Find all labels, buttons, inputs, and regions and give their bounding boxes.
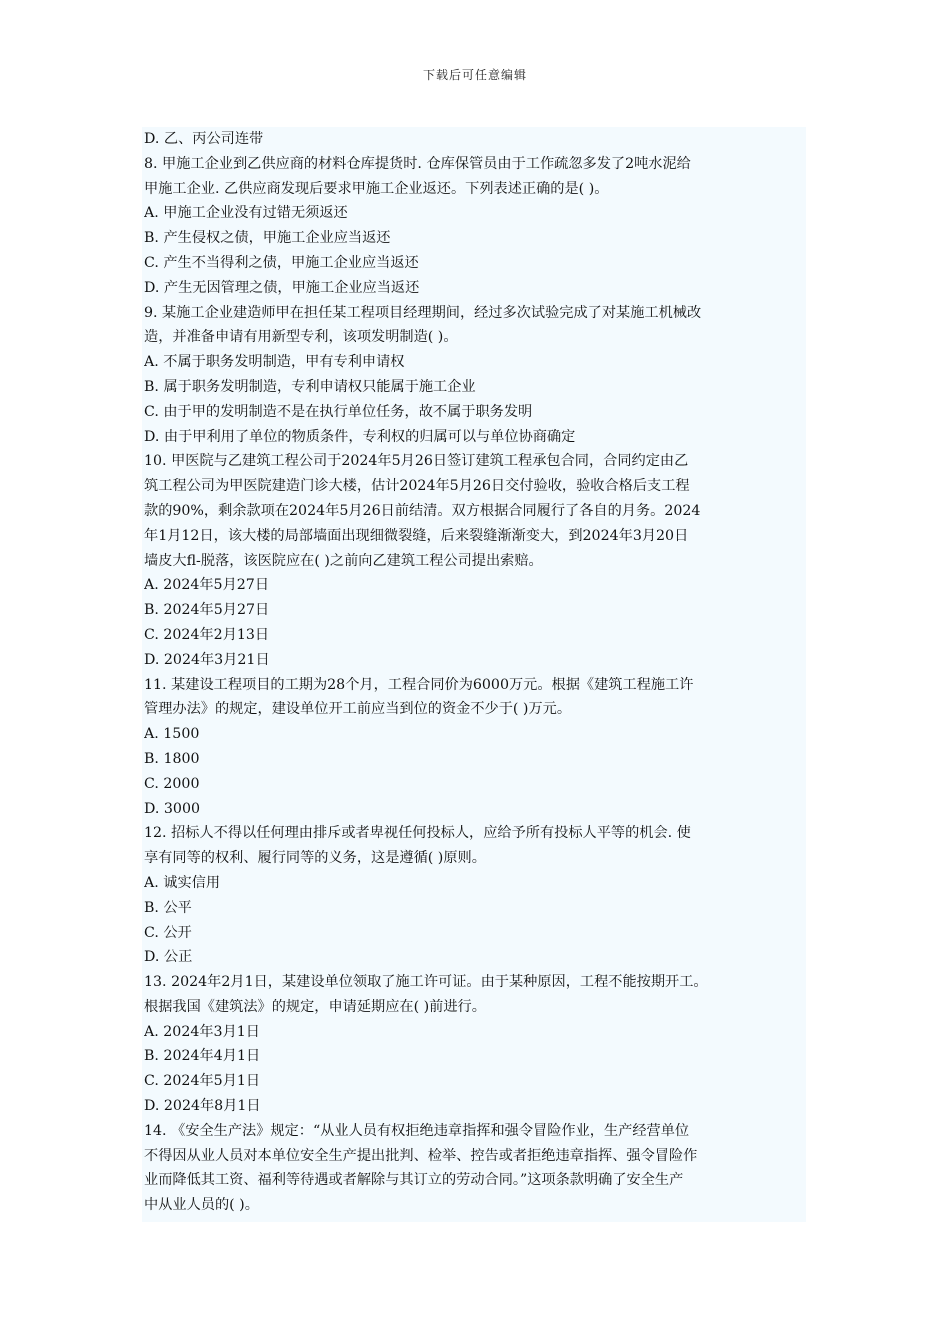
text-line: 根据我国《建筑法》的规定，申请延期应在( )前进行。 — [144, 998, 486, 1015]
text-line: A. 1500 — [144, 726, 200, 743]
page-header: 下载后可任意编辑 — [422, 68, 527, 82]
text-line: D. 乙、丙公司连带 — [144, 131, 264, 147]
text-line: 享有同等的权利、履行同等的义务，这是遵循( )原则。 — [144, 850, 486, 867]
text-line: B. 2024年5月27日 — [144, 602, 270, 619]
text-line: C. 2000 — [144, 775, 200, 792]
text-line: C. 2024年2月13日 — [144, 626, 270, 643]
text-line: 甲施工企业. 乙供应商发现后要求甲施工企业返还。下列表述正确的是( )。 — [144, 180, 609, 197]
text-line: B. 产生侵权之债，甲施工企业应当返还 — [144, 230, 391, 247]
text-line: C. 2024年5月1日 — [144, 1073, 261, 1090]
text-line: D. 3000 — [144, 800, 200, 817]
text-line: D. 2024年3月21日 — [144, 651, 270, 668]
text-line: 墙皮大fl-脱落，该医院应在( )之前向乙建筑工程公司提出索赔。 — [144, 552, 543, 569]
text-line: 业而降低其工资、福利等待遇或者解除与其订立的劳动合同。”这项条款明确了安全生产 — [144, 1172, 684, 1189]
text-line: B. 属于职务发明制造，专利申请权只能属于施工企业 — [144, 378, 476, 395]
text-line: B. 1800 — [144, 750, 200, 767]
text-line: 10. 甲医院与乙建筑工程公司于2024年5月26日签订建筑工程承包合同，合同约定由乙 — [144, 453, 689, 470]
text-line: 筑工程公司为甲医院建造门诊大楼，估计2024年5月26日交付验收，验收合格后支工程 — [144, 478, 690, 495]
text-line: A. 不属于职务发明制造，甲有专利申请权 — [144, 354, 405, 371]
text-line: D. 产生无因管理之债，甲施工企业应当返还 — [144, 279, 420, 296]
text-line: 不得因从业人员对本单位安全生产提出批判、检举、控告或者拒绝违章指挥、强令冒险作 — [144, 1147, 698, 1164]
document-body — [142, 127, 806, 1222]
text-line: A. 甲施工企业没有过错无须返还 — [144, 205, 348, 222]
text-line: 造，并准备申请有用新型专利，该项发明制造( )。 — [144, 329, 458, 346]
text-line: 14. 《安全生产法》规定：“从业人员有权拒绝违章指挥和强令冒险作业，生产经营单位 — [144, 1122, 690, 1139]
text-line: A. 诚实信用 — [144, 874, 221, 891]
text-line: D. 公正 — [144, 949, 193, 966]
text-line: 中从业人员的( )。 — [144, 1197, 259, 1214]
text-line: C. 公开 — [144, 924, 192, 941]
text-line: 8. 甲施工企业到乙供应商的材料仓库提货时. 仓库保管员由于工作疏忽多发了2吨水泥给 — [144, 155, 691, 172]
text-line: D. 由于甲利用了单位的物质条件，专利权的归属可以与单位协商确定 — [144, 428, 576, 445]
text-line: 11. 某建设工程项目的工期为28个月，工程合同价为6000万元。根据《建筑工程施工许 — [144, 676, 694, 693]
text-line: B. 2024年4月1日 — [144, 1048, 261, 1065]
text-line: C. 产生不当得利之债，甲施工企业应当返还 — [144, 254, 419, 271]
text-line: 12. 招标人不得以任何理由排斥或者卑视任何投标人，应给予所有投标人平等的机会. 使 — [144, 825, 691, 842]
text-line: D. 2024年8月1日 — [144, 1098, 261, 1115]
text-line: B. 公平 — [144, 899, 192, 916]
text-line: 款的90%，剩余款项在2024年5月26日前结清。双方根据合同履行了各自的月务。2024 — [144, 502, 701, 519]
text-line: A. 2024年3月1日 — [144, 1023, 260, 1040]
text-line: 9. 某施工企业建造师甲在担任某工程项目经理期间，经过多次试验完成了对某施工机械改 — [144, 304, 702, 321]
text-line: C. 由于甲的发明制造不是在执行单位任务，故不属于职务发明 — [144, 403, 533, 420]
text-line: 13. 2024年2月1日，某建设单位领取了施工许可证。由于某种原因，工程不能按期开工。 — [144, 974, 708, 991]
text-line: A. 2024年5月27日 — [144, 577, 270, 594]
text-line: 年1月12日，该大楼的局部墙面出现细微裂缝，后来裂缝渐渐变大，到2024年3月20日 — [144, 527, 689, 544]
text-line: 管理办法》的规定，建设单位开工前应当到位的资金不少于( )万元。 — [144, 701, 572, 718]
